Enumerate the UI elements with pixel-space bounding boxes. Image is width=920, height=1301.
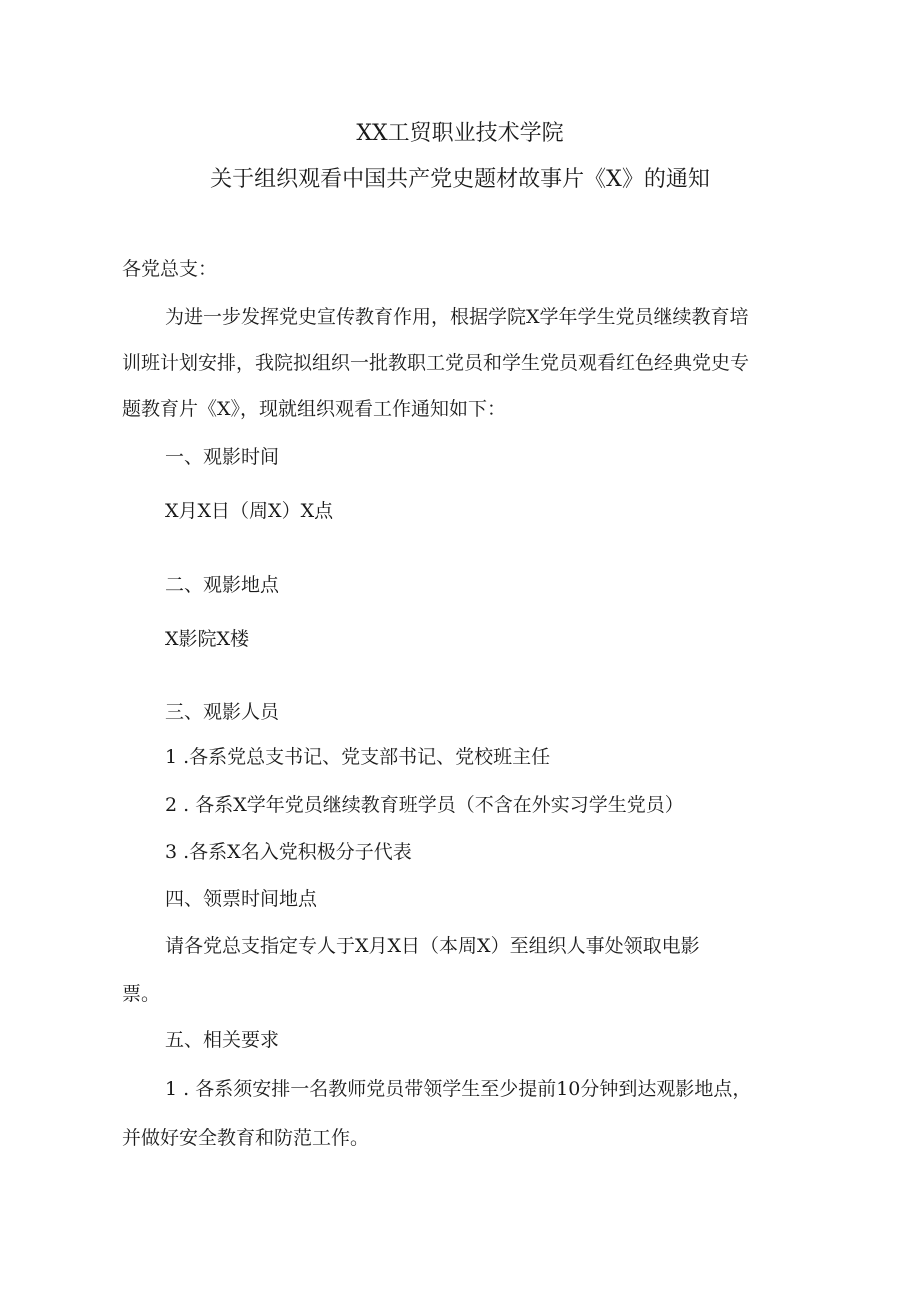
section-heading-place: 二、观影地点 xyxy=(165,574,280,596)
section-heading-requirements: 五、相关要求 xyxy=(165,1029,280,1051)
section-heading-tickets: 四、领票时间地点 xyxy=(165,888,318,910)
requirement-item-1-line-1: 1 . 各系须安排一名教师党员带领学生至少提前10分钟到达观影地点， xyxy=(165,1078,752,1100)
intro-paragraph-line-2: 训班计划安排，我院拟组织一批教职工党员和学生党员观看红色经典党史专 xyxy=(122,352,750,374)
tickets-paragraph-line-1: 请各党总支指定专人于X月X日（本周X）至组织人事处领取电影 xyxy=(165,935,700,957)
attendee-item-2: 2 . 各系X学年党员继续教育班学员（不含在外实习学生党员） xyxy=(165,794,684,816)
section-content-time: X月X日（周X）X点 xyxy=(165,500,334,522)
section-heading-time: 一、观影时间 xyxy=(165,446,280,468)
tickets-paragraph-line-2: 票。 xyxy=(122,983,161,1005)
attendee-item-1: 1 .各系党总支书记、党支部书记、党校班主任 xyxy=(165,746,551,768)
document-title-institution: XX工贸职业技术学院 xyxy=(356,121,564,146)
intro-paragraph-line-3: 题教育片《X》，现就组织观看工作通知如下： xyxy=(122,398,507,420)
section-content-place: X影院X楼 xyxy=(165,628,250,650)
requirement-item-1-line-2: 并做好安全教育和防范工作。 xyxy=(122,1127,370,1149)
salutation: 各党总支： xyxy=(122,258,218,280)
section-heading-attendees: 三、观影人员 xyxy=(165,701,280,723)
attendee-item-3: 3 .各系X名入党积极分子代表 xyxy=(165,841,412,863)
intro-paragraph-line-1: 为进一步发挥党史宣传教育作用，根据学院X学年学生党员继续教育培 xyxy=(165,306,749,328)
document-title-subject: 关于组织观看中国共产党史题材故事片《X》的通知 xyxy=(210,167,710,192)
